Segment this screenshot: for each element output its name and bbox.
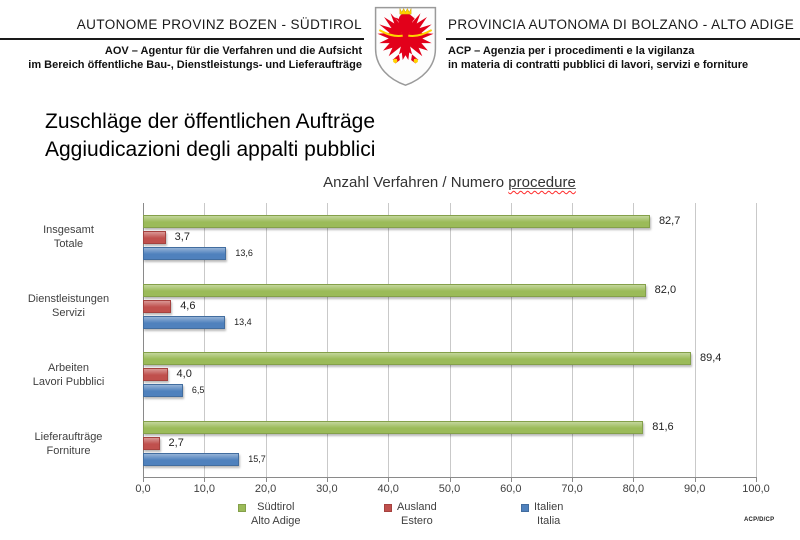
gridline [204, 203, 205, 477]
legend-label: Ausland Estero [397, 501, 437, 527]
bar-italien-lieferaufträge [143, 453, 239, 466]
header-right-rule [446, 38, 800, 40]
axis-tick-label: 70,0 [561, 483, 583, 495]
axis-tick-label: 60,0 [500, 483, 522, 495]
bar-italien-arbeiten [143, 384, 183, 397]
axis-tick-label: 30,0 [316, 483, 338, 495]
header-right-title: PROVINCIA AUTONOMA DI BOLZANO - ALTO ADIGE [448, 17, 795, 32]
bar-südtirol-lieferaufträge [143, 421, 643, 434]
bar-südtirol-arbeiten [143, 352, 691, 365]
legend-label: Südtirol Alto Adige [251, 501, 301, 527]
gridline [511, 203, 512, 477]
header-left-line1: AOV – Agentur für die Verfahren und die Aufsicht [104, 45, 362, 57]
value-axis [135, 483, 770, 497]
legend-item-italien [521, 501, 563, 528]
gridline [633, 203, 634, 477]
axis-tick-label: 40,0 [377, 483, 399, 495]
axis-tick-label: 0,0 [135, 483, 151, 495]
gridline [450, 203, 451, 477]
category-label: Insgesamt Totale [43, 224, 94, 251]
legend-swatch-icon [521, 504, 529, 512]
value-label: 15,7 [248, 454, 266, 465]
header-italian [448, 17, 800, 37]
bar-ausland-arbeiten [143, 368, 168, 381]
chart-title [143, 174, 756, 191]
axis-tick-label: 20,0 [254, 483, 277, 495]
value-label: 82,7 [658, 214, 681, 227]
legend-label: Italien Italia [534, 501, 564, 527]
bar-südtirol-insgesamt [143, 215, 650, 228]
gridline [756, 203, 757, 477]
header-left-line2: im Bereich öffentliche Bau-, Dienstleistungs- und Lieferaufträge [28, 59, 362, 71]
header-right-line1: ACP – Agenzia per i procedimenti e la vigilanza [448, 45, 695, 57]
axis-tick-label: 50,0 [438, 483, 461, 495]
category-label: Lieferaufträge Forniture [34, 430, 103, 457]
value-label: 3,7 [174, 230, 190, 243]
bar-ausland-dienstleistungen [143, 300, 171, 313]
chart-title-misspelled-word: procedure [508, 174, 576, 191]
header-left-rule [0, 38, 364, 40]
gridline [266, 203, 267, 477]
bar-italien-insgesamt [143, 247, 226, 260]
footer-code: ACP/D/CP [744, 517, 775, 523]
header-german-sub [0, 44, 362, 72]
axis-tick-label: 90,0 [683, 483, 706, 495]
value-label: 13,6 [235, 247, 253, 258]
category-label: Dienstleistungen Servizi [27, 293, 110, 320]
value-label: 4,6 [180, 299, 196, 312]
axis-tick [266, 477, 267, 482]
gridline [388, 203, 389, 477]
axis-tick [388, 477, 389, 482]
value-label: 81,6 [652, 421, 674, 434]
header-italian-sub [448, 44, 800, 72]
gridline [572, 203, 573, 477]
axis-tick [756, 477, 757, 482]
axis-tick [511, 477, 512, 482]
legend-item-ausland [384, 501, 437, 528]
page-title-de: Zuschläge der öffentlichen Aufträge [45, 110, 376, 133]
plot-area [143, 203, 756, 478]
legend-item-südtirol [238, 501, 301, 528]
category-axis-line [143, 203, 144, 477]
value-label: 89,4 [700, 352, 722, 365]
category-label: Arbeiten Lavori Pubblici [32, 361, 105, 388]
legend-swatch-icon [238, 504, 246, 512]
header-right-line2: in materia di contratti pubblici di lavori, servizi e forniture [448, 59, 749, 71]
axis-tick-label: 100,0 [742, 483, 770, 495]
header-german [0, 17, 362, 37]
axis-tick [695, 477, 696, 482]
value-label: 4,0 [176, 368, 192, 381]
header-left-title: AUTONOME PROVINZ BOZEN - SÜDTIROL [76, 17, 362, 32]
category-axis [0, 203, 137, 478]
axis-tick [204, 477, 205, 482]
gridline [695, 203, 696, 477]
bar-italien-dienstleistungen [143, 316, 225, 329]
page-title [45, 108, 375, 164]
page-title-it: Aggiudicazioni degli appalti pubblici [45, 138, 376, 161]
value-label: 2,7 [168, 437, 184, 450]
bar-südtirol-dienstleistungen [143, 284, 646, 297]
legend [0, 501, 800, 531]
value-label: 82,0 [654, 283, 677, 296]
axis-tick [572, 477, 573, 482]
bar-ausland-insgesamt [143, 231, 166, 244]
gridline [327, 203, 328, 477]
axis-tick [450, 477, 451, 482]
axis-tick [327, 477, 328, 482]
legend-swatch-icon [384, 504, 392, 512]
axis-tick-label: 10,0 [193, 483, 216, 495]
axis-tick [633, 477, 634, 482]
bar-ausland-lieferaufträge [143, 437, 160, 450]
value-label: 6,5 [191, 385, 205, 396]
value-label: 13,4 [234, 316, 252, 327]
chart-title-text: Anzahl Verfahren / Numero [323, 174, 509, 191]
axis-tick-label: 80,0 [622, 483, 645, 495]
axis-tick [143, 477, 144, 482]
south-tyrol-coat-of-arms-icon [368, 2, 443, 88]
